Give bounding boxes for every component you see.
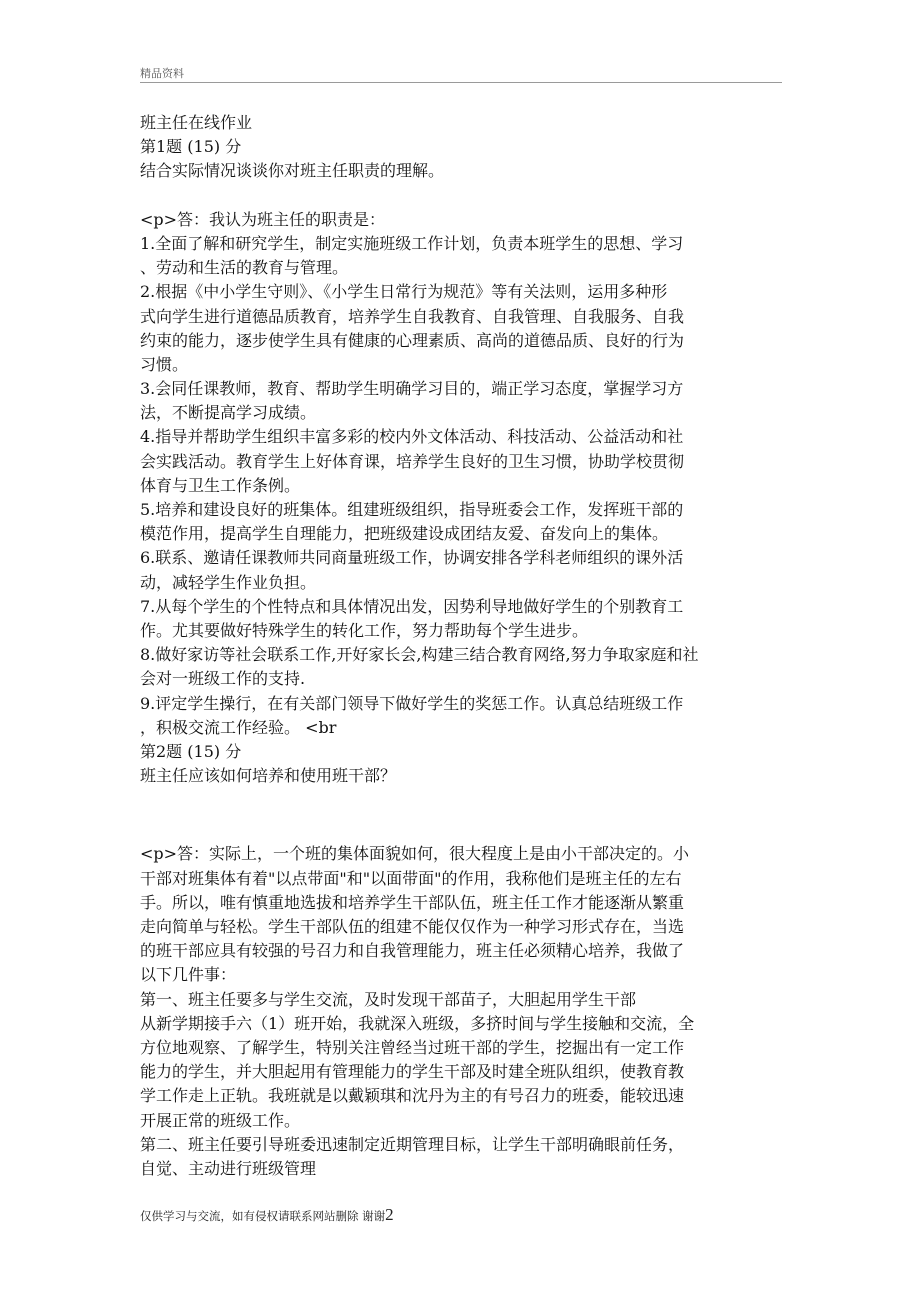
page-number: 2 — [385, 1205, 394, 1224]
answer-line: 1.全面了解和研究学生，制定实施班级工作计划，负责本班学生的思想、学习 — [140, 233, 684, 253]
page-footer — [140, 1205, 394, 1225]
q1-answer — [140, 208, 790, 740]
answer-line: ，积极交流工作经验。 <br — [140, 717, 337, 737]
answer-line: 的班干部应具有较强的号召力和自我管理能力，班主任必须精心培养，我做了 — [140, 941, 685, 961]
q1-heading: 第1题 (15) 分 — [140, 137, 242, 157]
answer-line: 法，不断提高学习成绩。 — [140, 403, 317, 423]
document-body — [140, 111, 790, 1181]
q1-question: 结合实际情况谈谈你对班主任职责的理解。 — [140, 161, 445, 181]
answer-line: 模范作用，提高学生自理能力，把班级建设成团结友爱、奋发向上的集体。 — [140, 524, 669, 544]
answer-line: 第一、班主任要多与学生交流，及时发现干部苗子，大胆起用学生干部 — [140, 989, 637, 1009]
answer-line: 8.做好家访等社会联系工作,开好家长会,构建三结合教育网络,努力争取家庭和社 — [140, 645, 699, 665]
answer-line: 以下几件事： — [140, 965, 237, 985]
answer-line: 会对一班级工作的支持. — [140, 669, 306, 689]
answer-line: 4.指导并帮助学生组织丰富多彩的校内外文体活动、科技活动、公益活动和社 — [140, 427, 684, 447]
answer-line: 体育与卫生工作条例。 — [140, 475, 301, 495]
answer-line: 3.会同任课教师，教育、帮助学生明确学习目的，端正学习态度，掌握学习方 — [140, 379, 684, 399]
q2-question: 班主任应该如何培养和使用班干部？ — [140, 766, 397, 786]
answer-line: <p>答：实际上，一个班的集体面貌如何，很大程度上是由小干部决定的。小 — [140, 844, 690, 864]
document-title: 班主任在线作业 — [140, 113, 253, 132]
answer-line: 约束的能力，逐步使学生具有健康的心理素质、高尚的道德品质、良好的行为 — [140, 330, 685, 350]
answer-line: 自觉、主动进行班级管理 — [140, 1158, 317, 1178]
answer-line: 学工作走上正轨。我班就是以戴颖琪和沈丹为主的有号召力的班委，能较迅速 — [140, 1086, 685, 1106]
answer-line: 习惯。 — [140, 354, 189, 374]
answer-line: 第二、班主任要引导班委迅速制定近期管理目标，让学生干部明确眼前任务， — [140, 1134, 685, 1154]
answer-line: 2.根据《中小学生守则》、《小学生日常行为规范》等有关法则，运用多种形 — [140, 282, 668, 302]
answer-line: 5.培养和建设良好的班集体。组建班级组织，指导班委会工作，发挥班干部的 — [140, 500, 684, 519]
spacer — [140, 184, 790, 208]
answer-line: 能力的学生，并大胆起用有管理能力的学生干部及时建全班队组织，使教育教 — [140, 1062, 685, 1082]
answer-line: 6.联系、邀请任课教师共同商量班级工作，协调安排各学科老师组织的课外活 — [140, 548, 684, 568]
answer-line: 走向简单与轻松。学生干部队伍的组建不能仅仅作为一种学习形式存在，当选 — [140, 917, 685, 936]
answer-line: 、劳动和生活的教育与管理。 — [140, 258, 349, 278]
header-label: 精品资料 — [140, 67, 184, 80]
footer-text: 仅供学习与交流，如有侵权请联系网站删除 谢谢 — [140, 1209, 386, 1223]
spacer — [140, 788, 790, 818]
q2-heading: 第2题 (15) 分 — [140, 741, 242, 761]
answer-line: 干部对班集体有着"以点带面"和"以面带面"的作用，我称他们是班主任的左右 — [140, 868, 682, 888]
answer-line: 7.从每个学生的个性特点和具体情况出发，因势利导地做好学生的个别教育工 — [140, 596, 684, 616]
answer-line: 手。所以，唯有慎重地选拔和培养学生干部队伍，班主任工作才能逐渐从繁重 — [140, 892, 685, 912]
answer-line: 式向学生进行道德品质教育，培养学生自我教育、自我管理、自我服务、自我 — [140, 306, 685, 326]
page-header — [140, 62, 782, 83]
spacer — [140, 818, 790, 842]
answer-line: 作。尤其要做好特殊学生的转化工作，努力帮助每个学生进步。 — [140, 620, 589, 640]
answer-line: 9.评定学生操行，在有关部门领导下做好学生的奖惩工作。认真总结班级工作 — [140, 693, 684, 713]
answer-line: 会实践活动。教育学生上好体育课，培养学生良好的卫生习惯，协助学校贯彻 — [140, 451, 685, 471]
answer-line: 开展正常的班级工作。 — [140, 1110, 301, 1130]
q2-answer — [140, 842, 790, 1181]
answer-line: 方位地观察、了解学生，特别关注曾经当过班干部的学生，挖掘出有一定工作 — [140, 1037, 685, 1057]
answer-line: <p>答：我认为班主任的职责是： — [140, 209, 386, 229]
answer-line: 动，减轻学生作业负担。 — [140, 572, 317, 592]
answer-line: 从新学期接手六（1）班开始，我就深入班级，多挤时间与学生接触和交流，全 — [140, 1013, 695, 1033]
